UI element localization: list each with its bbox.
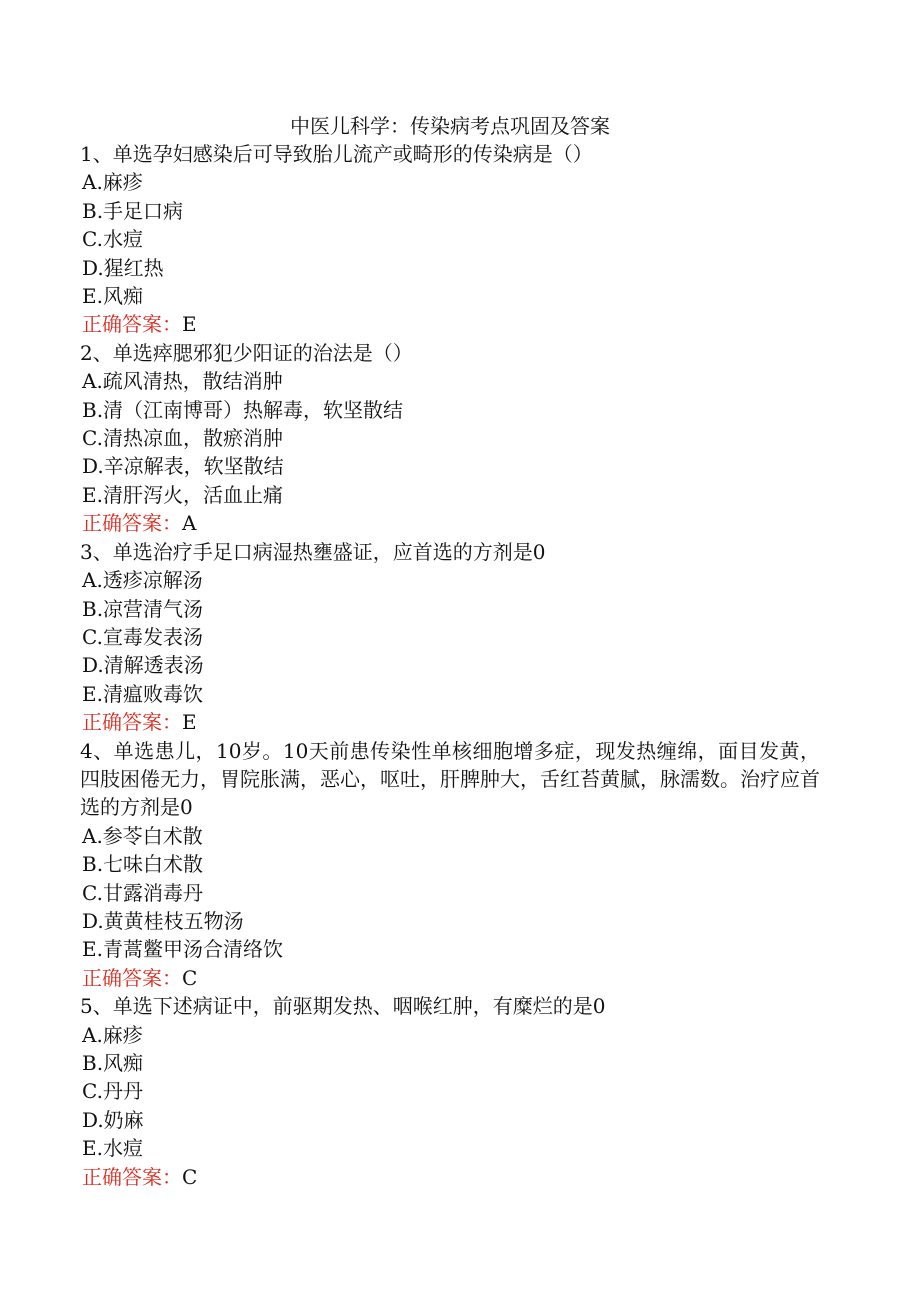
answer-value: C [182, 965, 198, 990]
option-c: C.丹丹 [82, 1079, 143, 1104]
option-c: C.宣毒发表汤 [82, 624, 203, 649]
option-d: D.辛凉解表，软坚散结 [82, 454, 284, 479]
option-e: E.水痘 [82, 1136, 143, 1161]
option-e: E.风痴 [82, 284, 143, 309]
option-b: B.手足口病 [82, 198, 184, 223]
option-d: D.黄黄桂枝五物汤 [82, 908, 244, 933]
answer-label: 正确答案： [82, 511, 182, 536]
question-stem: 2、单选瘁腮邪犯少阳证的治法是（） [80, 340, 413, 365]
answer-line [80, 310, 820, 338]
option-d: D.猩红热 [82, 255, 164, 280]
question-list [80, 140, 820, 1191]
option-c: C.清热凉血，散瘀消肿 [82, 426, 283, 451]
option-d: D.奶麻 [82, 1107, 144, 1132]
option-e: E.青蒿鳖甲汤合清络饮 [82, 937, 283, 962]
question-2 [80, 339, 820, 538]
answer-value: A [182, 511, 197, 536]
answer-line [80, 509, 820, 537]
answer-label: 正确答案： [82, 965, 182, 990]
answer-line [80, 1163, 820, 1191]
answer-label: 正确答案： [82, 312, 182, 337]
option-b: B.凉营清气汤 [82, 596, 204, 621]
option-e: E.清肝泻火，活血止痛 [82, 482, 283, 507]
option-c: C.水痘 [82, 227, 143, 252]
page-title: 中医儿科学：传染病考点巩固及答案 [290, 114, 610, 138]
answer-value: E [182, 710, 197, 735]
option-e: E.清瘟败毒饮 [82, 681, 203, 706]
option-c: C.甘露消毒丹 [82, 880, 203, 905]
option-b: B.清（江南博哥）热解毒，软坚散结 [82, 397, 404, 422]
answer-line [80, 964, 820, 992]
option-b: B.七味白术散 [82, 852, 204, 877]
answer-label: 正确答案： [82, 1164, 182, 1189]
question-stem: 4、单选患儿，10岁。10天前患传染性单核细胞增多症，现发热缠绵，面目发黄，四肢困倦无力，胃院胀满，恶心，呕吐，肝脾肿大，舌红苔黄腻，脉濡数。治疗应首选的方剂是0 [80, 738, 820, 820]
option-a: A.疏风清热，散结消肿 [82, 369, 283, 394]
option-d: D.清解透表汤 [82, 653, 204, 678]
answer-line [80, 708, 820, 736]
answer-value: C [182, 1164, 198, 1189]
question-5 [80, 992, 820, 1191]
question-stem: 5、单选下述病证中，前驱期发热、咽喉红肿，有糜烂的是0 [80, 994, 606, 1019]
option-a: A.麻疹 [82, 170, 143, 195]
option-a: A.透疹凉解汤 [82, 568, 203, 593]
option-b: B.风痴 [82, 1051, 144, 1075]
question-1 [80, 140, 820, 339]
option-a: A.参苓白术散 [82, 823, 203, 848]
answer-label: 正确答案： [82, 710, 182, 735]
question-4 [80, 737, 820, 993]
question-3 [80, 538, 820, 737]
question-stem: 1、单选孕妇感染后可导致胎儿流产或畸形的传染病是（） [80, 142, 593, 166]
question-stem: 3、单选治疗手足口病湿热壅盛证，应首选的方剂是0 [80, 539, 546, 564]
option-a: A.麻疹 [82, 1022, 143, 1047]
answer-value: E [182, 312, 197, 337]
